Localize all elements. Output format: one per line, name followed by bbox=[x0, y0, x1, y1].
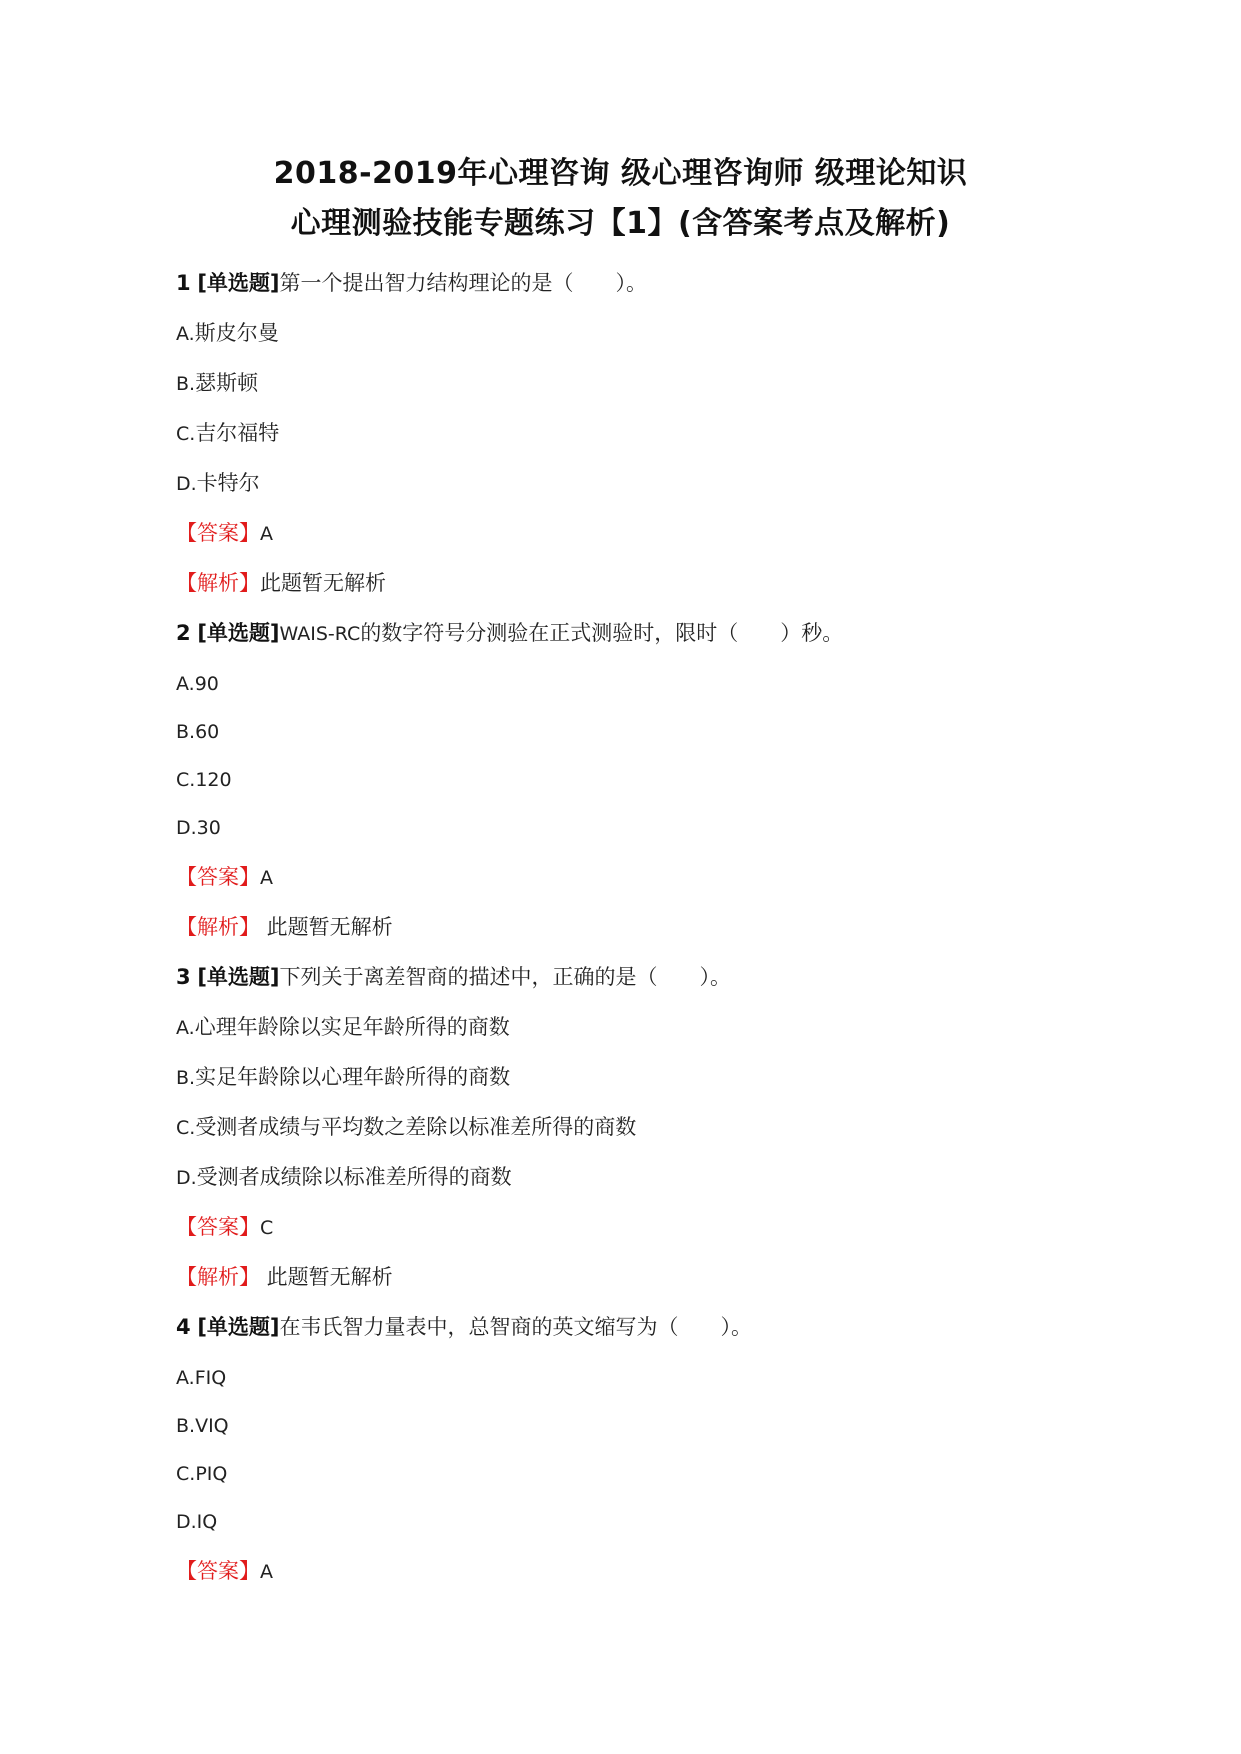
option-letter: C. bbox=[176, 1463, 196, 1485]
option-letter: C. bbox=[176, 423, 196, 445]
option-text: IQ bbox=[196, 1511, 218, 1533]
question-2-stem bbox=[176, 619, 843, 648]
analysis-label: 解析 bbox=[197, 1265, 239, 1289]
option-text: 实足年龄除以心理年龄所得的商数 bbox=[195, 1065, 511, 1089]
question-text: 第一个提出智力结构理论的是（ ）。 bbox=[279, 271, 648, 295]
option-letter: A. bbox=[176, 673, 195, 695]
question-type: [单选题] bbox=[197, 1315, 280, 1339]
option-letter: B. bbox=[176, 1067, 196, 1089]
question-3-option-d bbox=[176, 1163, 512, 1192]
option-letter: A. bbox=[176, 1017, 195, 1039]
option-text: 受测者成绩与平均数之差除以标准差所得的商数 bbox=[195, 1115, 637, 1139]
question-2-analysis bbox=[176, 913, 393, 941]
answer-value: A bbox=[260, 1561, 273, 1583]
answer-label-open: 【 bbox=[176, 1215, 197, 1239]
option-letter: B. bbox=[176, 373, 196, 395]
question-type: [单选题] bbox=[197, 271, 280, 295]
option-text: 斯皮尔曼 bbox=[194, 321, 279, 345]
option-letter: B. bbox=[176, 721, 196, 743]
option-letter: C. bbox=[176, 769, 196, 791]
question-1-answer bbox=[176, 519, 273, 548]
question-type: [单选题] bbox=[197, 621, 280, 645]
option-letter: B. bbox=[176, 1415, 196, 1437]
option-text: 吉尔福特 bbox=[195, 421, 280, 445]
question-1-option-b bbox=[176, 369, 258, 398]
answer-value: A bbox=[260, 867, 273, 889]
question-1-stem bbox=[176, 269, 647, 297]
question-1-option-c bbox=[176, 419, 279, 448]
analysis-label-open: 【 bbox=[176, 915, 197, 939]
question-4-option-b bbox=[176, 1411, 229, 1440]
question-3-option-b bbox=[176, 1063, 510, 1092]
analysis-text: 此题暂无解析 bbox=[260, 1265, 393, 1289]
question-4-option-d bbox=[176, 1507, 217, 1536]
answer-label-close: 】 bbox=[239, 1559, 260, 1583]
question-4-answer bbox=[176, 1557, 273, 1586]
question-4-option-c bbox=[176, 1459, 227, 1488]
answer-label: 答案 bbox=[197, 1559, 239, 1583]
answer-label-open: 【 bbox=[176, 865, 197, 889]
answer-label: 答案 bbox=[197, 521, 239, 545]
question-1-option-d bbox=[176, 469, 260, 498]
question-number: 2 bbox=[176, 621, 191, 645]
option-text: 60 bbox=[195, 721, 220, 743]
question-2-option-c bbox=[176, 765, 232, 794]
answer-label-close: 】 bbox=[239, 521, 260, 545]
analysis-text: 此题暂无解析 bbox=[260, 915, 393, 939]
option-letter: C. bbox=[176, 1117, 196, 1139]
answer-label: 答案 bbox=[197, 1215, 239, 1239]
analysis-label-close: 】 bbox=[239, 571, 260, 595]
option-text: 120 bbox=[195, 769, 232, 791]
question-2-answer bbox=[176, 863, 273, 892]
option-text: PIQ bbox=[195, 1463, 228, 1485]
question-3-option-c bbox=[176, 1113, 636, 1142]
option-text: FIQ bbox=[194, 1367, 227, 1389]
answer-label-open: 【 bbox=[176, 1559, 197, 1583]
question-2-option-d bbox=[176, 813, 221, 842]
option-text: 卡特尔 bbox=[196, 471, 260, 495]
answer-label-close: 】 bbox=[239, 865, 260, 889]
question-number: 3 bbox=[176, 965, 191, 989]
analysis-label: 解析 bbox=[197, 571, 239, 595]
option-text: VIQ bbox=[195, 1415, 229, 1437]
option-text: 瑟斯顿 bbox=[195, 371, 259, 395]
answer-value: C bbox=[260, 1217, 274, 1239]
option-text: 心理年龄除以实足年龄所得的商数 bbox=[194, 1015, 510, 1039]
question-1-option-a bbox=[176, 319, 279, 348]
answer-value: A bbox=[260, 523, 273, 545]
answer-label-open: 【 bbox=[176, 521, 197, 545]
question-text: 的数字符号分测验在正式测验时，限时（ ）秒。 bbox=[360, 621, 844, 645]
question-4-option-a bbox=[176, 1363, 226, 1392]
option-letter: D. bbox=[176, 1511, 197, 1533]
question-3-option-a bbox=[176, 1013, 510, 1042]
analysis-label-close: 】 bbox=[239, 1265, 260, 1289]
analysis-label-open: 【 bbox=[176, 571, 197, 595]
question-number: 4 bbox=[176, 1315, 191, 1339]
question-4-stem bbox=[176, 1313, 752, 1341]
question-text-latin: WAIS-RC bbox=[279, 623, 361, 645]
question-3-stem bbox=[176, 963, 731, 991]
option-text: 90 bbox=[194, 673, 219, 695]
analysis-text: 此题暂无解析 bbox=[260, 571, 386, 595]
question-1-analysis bbox=[176, 569, 386, 597]
option-letter: D. bbox=[176, 1167, 197, 1189]
question-text: 下列关于离差智商的描述中，正确的是（ ）。 bbox=[279, 965, 732, 989]
document-title-line-2: 心理测验技能专题练习【1】(含答案考点及解析) bbox=[290, 206, 951, 241]
question-2-option-a bbox=[176, 669, 219, 698]
option-text: 受测者成绩除以标准差所得的商数 bbox=[196, 1165, 512, 1189]
answer-label-close: 】 bbox=[239, 1215, 260, 1239]
option-letter: A. bbox=[176, 323, 195, 345]
question-text: 在韦氏智力量表中，总智商的英文缩写为（ ）。 bbox=[279, 1315, 753, 1339]
analysis-label-open: 【 bbox=[176, 1265, 197, 1289]
option-letter: A. bbox=[176, 1367, 195, 1389]
question-number: 1 bbox=[176, 271, 191, 295]
question-3-analysis bbox=[176, 1263, 393, 1291]
analysis-label: 解析 bbox=[197, 915, 239, 939]
analysis-label-close: 】 bbox=[239, 915, 260, 939]
document-title-line-1: 2018-2019年心理咨询 级心理咨询师 级理论知识 bbox=[273, 156, 968, 191]
question-3-answer bbox=[176, 1213, 273, 1242]
question-type: [单选题] bbox=[197, 965, 280, 989]
question-2-option-b bbox=[176, 717, 219, 746]
option-letter: D. bbox=[176, 473, 197, 495]
option-letter: D. bbox=[176, 817, 197, 839]
answer-label: 答案 bbox=[197, 865, 239, 889]
option-text: 30 bbox=[196, 817, 221, 839]
